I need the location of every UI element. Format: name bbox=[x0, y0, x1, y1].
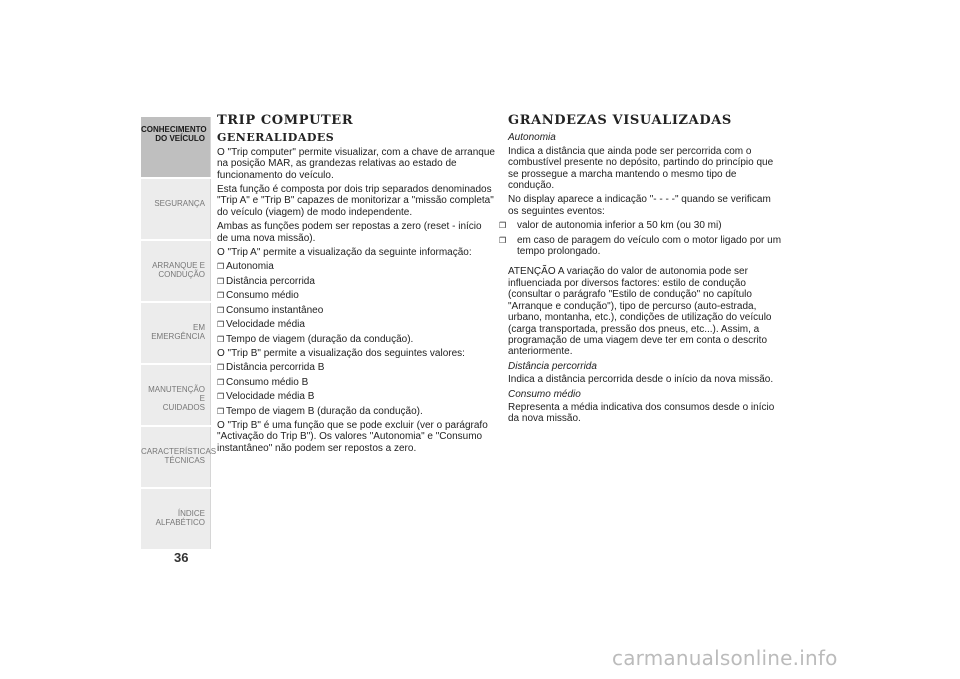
checkbox-bullet-icon: ❒ bbox=[217, 305, 225, 315]
list-item: ❒ Consumo instantâneo bbox=[217, 304, 324, 316]
grandezas-section bbox=[499, 113, 783, 428]
checkbox-bullet-icon: ❒ bbox=[217, 334, 225, 344]
paragraph: Esta função é composta por dois trip separados denominados "Trip A" e "Trip B" capazes de monitorizar a "missão completa" do veículo (viagem) de modo independente. bbox=[217, 184, 494, 218]
paragraph: Representa a média indicativa dos consumos desde o início da nova missão. bbox=[508, 401, 775, 425]
list-item: ❒ Tempo de viagem B (duração da condução). bbox=[217, 405, 423, 417]
tab-manutencao-e-cuidados[interactable] bbox=[141, 365, 211, 425]
checkbox-bullet-icon: ❒ bbox=[217, 363, 225, 373]
tab-label-line1: MANUTENÇÃO E bbox=[148, 385, 205, 403]
page-number: 36 bbox=[174, 550, 189, 565]
list-item: ❒ Consumo médio bbox=[217, 290, 299, 302]
tab-label-line2: DO VEÍCULO bbox=[155, 134, 205, 143]
item-heading: Distância percorrida bbox=[508, 360, 597, 372]
tab-label-line2: CUIDADOS bbox=[162, 403, 205, 412]
tab-conhecimento-do-veiculo[interactable] bbox=[141, 117, 211, 177]
item-heading: Autonomia bbox=[508, 132, 556, 144]
checkbox-bullet-icon: ❒ bbox=[217, 377, 225, 387]
checkbox-bullet-icon: ❒ bbox=[217, 291, 225, 301]
list-item: ❒ Distância percorrida B bbox=[217, 362, 325, 374]
paragraph: O "Trip B" é uma função que se pode excluir (ver o parágrafo "Activação do Trip B"). Os valores "Autonomia" e "Consumo instantâneo" não podem ser repostos a zero. bbox=[217, 419, 488, 454]
list-item: ❒ Distância percorrida bbox=[217, 275, 315, 287]
list-item: ❒ Velocidade média bbox=[217, 319, 305, 331]
list-item: ❒ Velocidade média B bbox=[217, 391, 315, 403]
list-item: ❒ em caso de paragem do veículo com o motor ligado por um tempo prolongado. bbox=[499, 234, 782, 258]
checkbox-bullet-icon: ❒ bbox=[499, 221, 507, 231]
checkbox-bullet-icon: ❒ bbox=[499, 235, 507, 245]
tab-label-line1: CARACTERÍSTICAS bbox=[141, 447, 217, 456]
tab-label-line2: CONDUÇÃO bbox=[158, 270, 205, 279]
checkbox-bullet-icon: ❒ bbox=[217, 262, 225, 272]
warning-paragraph: ATENÇÃO A variação do valor de autonomia pode ser influenciada por diversos factores: estilo de condução (consultar o parágrafo "Estilo de condução" no capítulo "Arranque e condução"), tipo de percurso (auto-estrada, urbano, montanha, etc.), condições de utilização do veículo (carga transportada, pressão dos pneus, etc...). Assim, a programação de uma viagem deve ter em conta o descrito anteriormente. bbox=[508, 266, 772, 358]
section-title: TRIP COMPUTER bbox=[217, 113, 354, 128]
paragraph: Indica a distância que ainda pode ser percorrida com o combustível presente no depósito, partindo do princípio que se prossegue a marcha mantendo o mesmo tipo de condução. bbox=[508, 145, 774, 192]
tab-arranque-e-conducao[interactable] bbox=[141, 241, 211, 301]
paragraph: O "Trip A" permite a visualização da seguinte informação: bbox=[217, 247, 472, 259]
tab-label-line1: EM EMERGÊNCIA bbox=[151, 323, 205, 341]
tab-label-line2: TÉCNICAS bbox=[164, 456, 205, 465]
tab-label-line1: ARRANQUE E bbox=[152, 261, 205, 270]
list-item: ❒ Consumo médio B bbox=[217, 376, 309, 388]
section-title: GRANDEZAS VISUALIZADAS bbox=[508, 113, 732, 128]
subsection-title: GENERALIDADES bbox=[217, 131, 335, 145]
list-item: ❒ Tempo de viagem (duração da condução). bbox=[217, 333, 414, 345]
checkbox-bullet-icon: ❒ bbox=[217, 320, 225, 330]
checkbox-bullet-icon: ❒ bbox=[217, 392, 225, 402]
tab-label-line1: ÍNDICE ALFABÉTICO bbox=[155, 509, 205, 527]
tab-em-emergencia[interactable] bbox=[141, 303, 211, 363]
paragraph: O "Trip computer" permite visualizar, com a chave de arranque na posição MAR, as grandezas relativas ao estado de funcionamento do veículo. bbox=[217, 146, 495, 181]
chapter-sidebar bbox=[141, 117, 217, 551]
paragraph: Ambas as funções podem ser repostas a zero (reset - início de uma nova missão). bbox=[217, 221, 482, 244]
paragraph: O "Trip B" permite a visualização dos seguintes valores: bbox=[217, 347, 465, 359]
trip-computer-section bbox=[217, 115, 495, 457]
tab-seguranca[interactable] bbox=[141, 179, 211, 239]
watermark: carmanualsonline.info bbox=[612, 646, 838, 670]
item-heading: Consumo médio bbox=[508, 388, 581, 400]
paragraph: No display aparece a indicação "- - - -" quando se verificam os seguintes eventos: bbox=[508, 194, 771, 217]
tab-caracteristicas-tecnicas[interactable] bbox=[141, 427, 217, 487]
tab-label-line1: SEGURANÇA bbox=[154, 199, 205, 208]
tab-indice-alfabetico[interactable] bbox=[141, 489, 211, 549]
checkbox-bullet-icon: ❒ bbox=[217, 406, 225, 416]
tab-label-line1: CONHECIMENTO bbox=[141, 125, 207, 134]
list-item: ❒ Autonomia bbox=[217, 261, 274, 273]
list-item: ❒ valor de autonomia inferior a 50 km (ou 30 mi) bbox=[499, 220, 722, 232]
paragraph: Indica a distância percorrida desde o início da nova missão. bbox=[508, 374, 774, 386]
checkbox-bullet-icon: ❒ bbox=[217, 276, 225, 286]
